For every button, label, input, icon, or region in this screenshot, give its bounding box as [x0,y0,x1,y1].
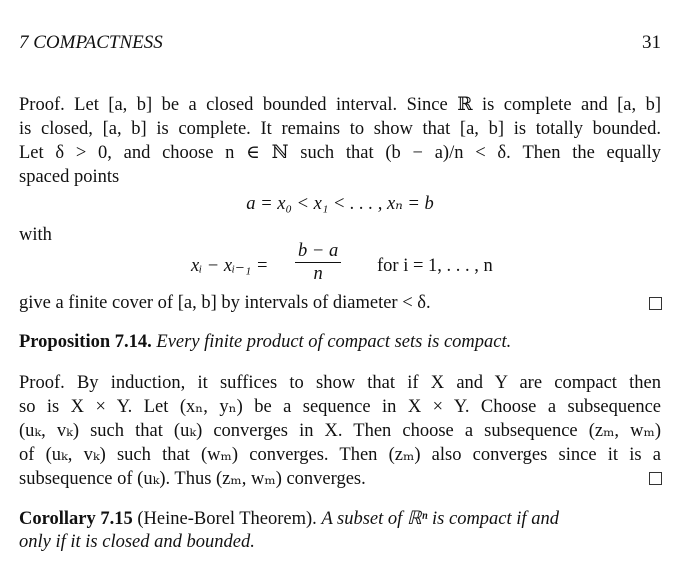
proof2-line-1: Proof. By induction, it suffices to show that if X and Y are compact then [19,373,661,393]
eq2-right: for i = 1, . . . , n [377,256,493,276]
corollary-text-2: only if it is closed and bounded. [19,532,255,552]
with-word: with [19,225,52,245]
proof2-line-2: so is X × Y. Let (xₙ, yₙ) be a sequence in X × Y. Choose a subsequence [19,397,661,417]
corollary-text-1: A subset of ℝⁿ is compact if and [321,509,559,529]
proof2-line-4: of (uₖ, vₖ) such that (wₘ) converges. Then (zₘ) also converges since it is a [19,445,661,465]
corollary-label: Corollary 7.15 [19,509,133,529]
proof1-line-2: is closed, [a, b] is complete. It remains to show that [a, b] is totally bounded. [19,119,661,139]
proposition-7-14 [19,331,661,353]
eq2-numerator: b − a [295,240,341,263]
page-header [19,32,661,58]
eq2-fraction [295,240,341,285]
corollary-7-15 [19,508,661,530]
eq2-left: xᵢ − xᵢ₋₁ = [191,256,269,276]
corollary-line-2 [19,531,661,553]
proof1-line-3: Let δ > 0, and choose n ∈ ℕ such that (b − a)/n < δ. Then the equally [19,143,661,163]
chapter-title: 7 COMPACTNESS [19,32,163,53]
proof1-line-4: spaced points [19,167,120,187]
proposition-label: Proposition 7.14. [19,332,152,352]
page-number: 31 [642,32,661,53]
proof1-last-line: give a finite cover of [a, b] by intervals of diameter < δ. [19,293,431,313]
display-equation-1: a = x₀ < x₁ < . . . , xₙ = b [246,194,434,214]
qed-square-1 [649,297,662,310]
proof2-line-5: subsequence of (uₖ). Thus (zₘ, wₘ) converges. [19,469,366,489]
proof1-line-1: Proof. Let [a, b] be a closed bounded interval. Since ℝ is complete and [a, b] [19,95,661,115]
display-equation-2 [19,240,661,290]
proof2-line-3: (uₖ, vₖ) such that (uₖ) converges in X. Then choose a subsequence (zₘ, wₘ) [19,421,661,441]
eq2-denominator: n [313,264,323,284]
qed-square-2 [649,472,662,485]
corollary-name: (Heine-Borel Theorem). [137,509,317,529]
proposition-text: Every finite product of compact sets is compact. [156,332,512,352]
